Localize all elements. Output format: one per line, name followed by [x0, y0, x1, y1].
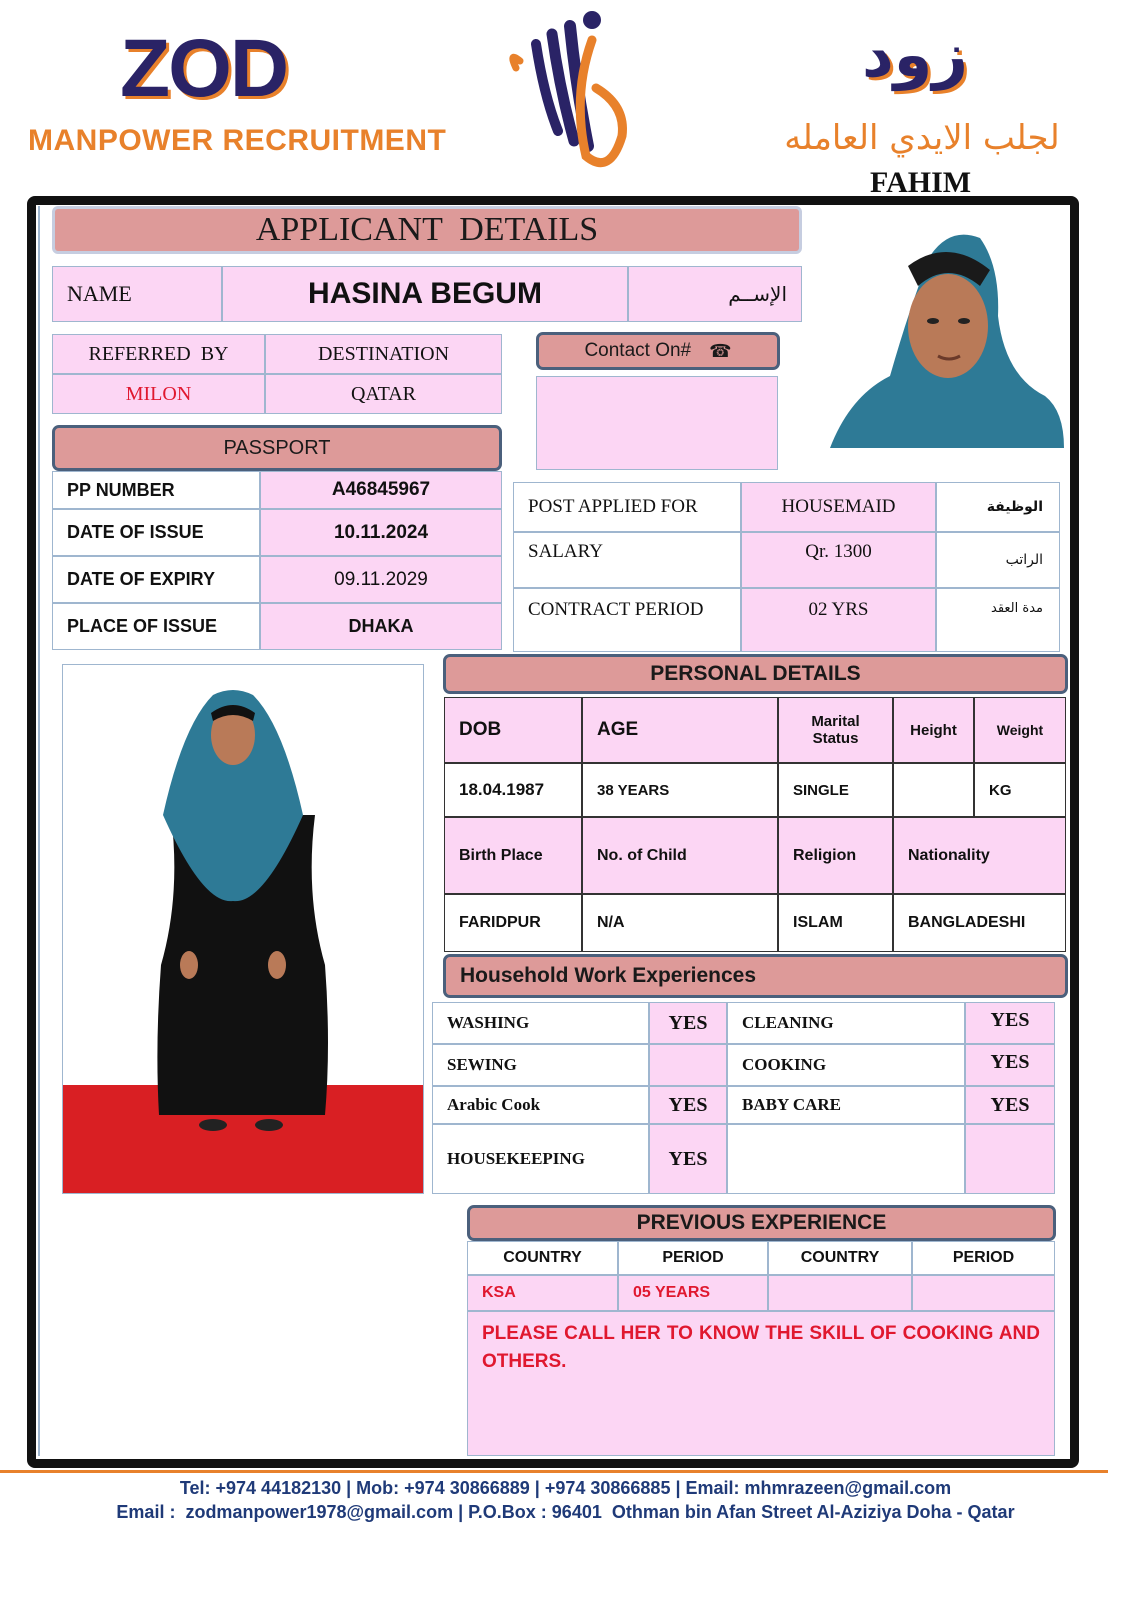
prev-period-value-2: [912, 1275, 1055, 1311]
height-value: [893, 763, 974, 817]
prev-country-value-2: [768, 1275, 912, 1311]
agent-name: FAHIM: [870, 166, 972, 199]
prev-period-value-1: 05 YEARS: [618, 1275, 768, 1311]
contact-header: [536, 332, 780, 370]
remarks-box: [467, 1311, 1055, 1456]
referred-by-label: REFERRED BY: [52, 334, 265, 374]
name-label: NAME: [52, 266, 222, 322]
baby-care-value: YES: [965, 1086, 1055, 1124]
household-title: Household Work Experiences: [460, 964, 757, 987]
birth-place-header: Birth Place: [444, 817, 582, 894]
dob-header: DOB: [444, 697, 582, 763]
weight-value: KG: [974, 763, 1066, 817]
religion-value: ISLAM: [778, 894, 893, 952]
place-of-issue-value: DHAKA: [260, 603, 502, 650]
household-empty-label: [727, 1124, 965, 1194]
sewing-label: SEWING: [432, 1044, 649, 1086]
name-arabic-text: الإســم: [728, 282, 787, 306]
nationality-value: BANGLADESHI: [893, 894, 1066, 952]
marital-status-value: SINGLE: [778, 763, 893, 817]
footer-divider: [0, 1470, 1108, 1473]
destination-value: QATAR: [265, 374, 502, 414]
arabic-brand: زود: [861, 18, 969, 91]
footer-line-2: Email : zodmanpower1978@gmail.com | P.O.Box : 96401 Othman bin Afan Street Al-Aziziya Doha - Qatar: [116, 1502, 1015, 1522]
arabic-tagline: لجلب الايدي العامله: [784, 118, 1060, 158]
dob-value: 18.04.1987: [444, 763, 582, 817]
washing-label: WASHING: [432, 1002, 649, 1044]
destination-label: DESTINATION: [265, 334, 502, 374]
pp-number-label: PP NUMBER: [52, 471, 260, 509]
date-of-issue-label: DATE OF ISSUE: [52, 509, 260, 556]
sewing-value: [649, 1044, 727, 1086]
frame-inner-line: [38, 206, 40, 1456]
brand-subtitle: MANPOWER RECRUITMENT: [28, 124, 447, 157]
contact-value-box: [536, 376, 778, 470]
height-header: Height: [893, 697, 974, 763]
marital-status-header: Marital Status: [778, 697, 893, 763]
phone-icon: ☎: [709, 340, 732, 361]
contract-period-value: 02 YRS: [741, 588, 936, 652]
date-of-issue-value: 10.11.2024: [260, 509, 502, 556]
post-applied-label: POST APPLIED FOR: [513, 482, 741, 532]
zod-brand: ZOD: [120, 23, 288, 114]
washing-value: YES: [649, 1002, 727, 1044]
cleaning-value: YES: [965, 1002, 1055, 1044]
nationality-header: Nationality: [893, 817, 1066, 894]
arabic-cook-value: YES: [649, 1086, 727, 1124]
housekeeping-label: HOUSEKEEPING: [432, 1124, 649, 1194]
prev-country-header-1: COUNTRY: [467, 1241, 618, 1275]
logo-icon: [500, 6, 635, 174]
full-body-photo: [62, 664, 424, 1194]
cooking-label: COOKING: [727, 1044, 965, 1086]
applicant-details-title: [52, 206, 802, 254]
prev-period-header-1: PERIOD: [618, 1241, 768, 1275]
passport-header: PASSPORT: [52, 425, 502, 471]
contract-period-label: CONTRACT PERIOD: [513, 588, 741, 652]
name-arabic-label: [628, 266, 802, 322]
housekeeping-value: YES: [649, 1124, 727, 1194]
cooking-value: YES: [965, 1044, 1055, 1086]
baby-care-label: BABY CARE: [727, 1086, 965, 1124]
age-header: AGE: [582, 697, 778, 763]
pp-number-value: A46845967: [260, 471, 502, 509]
religion-header: Religion: [778, 817, 893, 894]
referred-by-value: MILON: [52, 374, 265, 414]
arabic-cook-label: Arabic Cook: [432, 1086, 649, 1124]
prev-period-header-2: PERIOD: [912, 1241, 1055, 1275]
no-of-child-value: N/A: [582, 894, 778, 952]
post-applied-value: HOUSEMAID: [741, 482, 936, 532]
remarks-note: PLEASE CALL HER TO KNOW THE SKILL OF COOKING AND OTHERS.: [482, 1323, 1040, 1372]
personal-details-header: PERSONAL DETAILS: [443, 654, 1068, 694]
footer-line-1: Tel: +974 44182130 | Mob: +974 30866889 | +974 30866885 | Email: mhmrazeen@gmail.com: [179, 1478, 952, 1498]
age-value: 38 YEARS: [582, 763, 778, 817]
name-value: HASINA BEGUM: [222, 266, 628, 322]
contract-period-arabic: مدة العقد: [936, 588, 1060, 652]
salary-value: Qr. 1300: [741, 532, 936, 588]
prev-country-header-2: COUNTRY: [768, 1241, 912, 1275]
salary-arabic: الراتب: [936, 532, 1060, 588]
contact-label: Contact On#: [584, 340, 692, 361]
date-of-expiry-value: 09.11.2029: [260, 556, 502, 603]
household-empty-value: [965, 1124, 1055, 1194]
place-of-issue-label: PLACE OF ISSUE: [52, 603, 260, 650]
previous-experience-header: PREVIOUS EXPERIENCE: [467, 1205, 1056, 1241]
post-applied-arabic: الوظيفة: [936, 482, 1060, 532]
prev-country-value-1: KSA: [467, 1275, 618, 1311]
no-of-child-header: No. of Child: [582, 817, 778, 894]
weight-header: Weight: [974, 697, 1066, 763]
applicant-details-title-text: APPLICANT DETAILS: [255, 211, 599, 248]
cleaning-label: CLEANING: [727, 1002, 965, 1044]
salary-label: SALARY: [513, 532, 741, 588]
portrait-photo: [830, 226, 1064, 448]
date-of-expiry-label: DATE OF EXPIRY: [52, 556, 260, 603]
household-header: [443, 954, 1068, 998]
birth-place-value: FARIDPUR: [444, 894, 582, 952]
